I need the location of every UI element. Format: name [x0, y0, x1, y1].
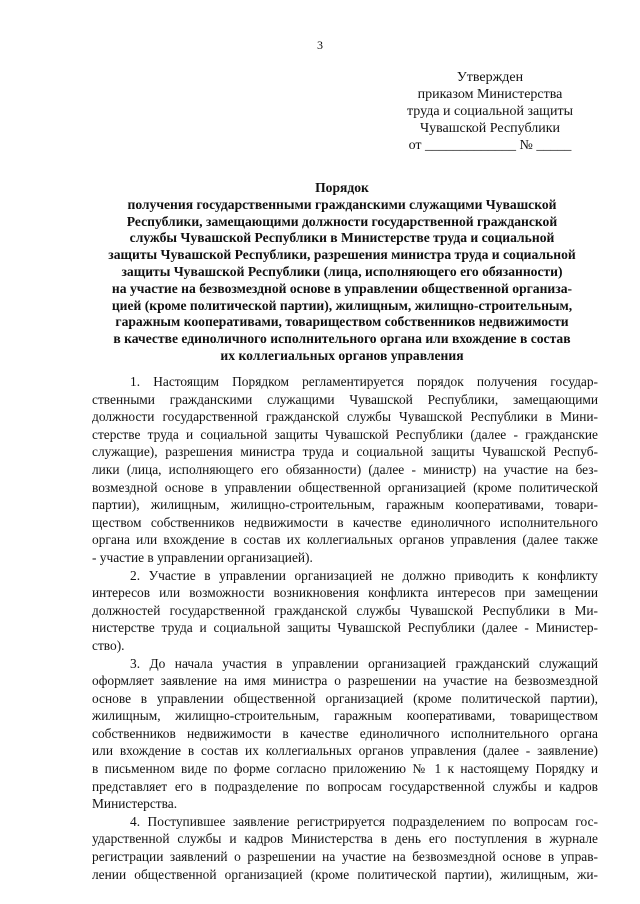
paragraph-line: собственников недвижимости в качестве единоличного исполнительного органа [92, 725, 598, 741]
approval-line: от _____________ № _____ [408, 138, 572, 153]
document-body [92, 373, 598, 883]
paragraph-4 [92, 813, 598, 883]
paragraph-line: ществом собственников недвижимости в качестве единоличного исполнительного [92, 514, 598, 530]
approval-line: Чувашской Республики [419, 121, 561, 136]
paragraph-line: лики (лица, исполняющего его обязанности) (далее - министр) на участие на без- [92, 461, 598, 477]
paragraph-line: регистрации заявлений о разрешении на участие на безвозмездной основе в управ- [92, 849, 598, 865]
paragraph-line: партии), жилищным, жилищно-строительным, гаражным кооперативами, товари- [92, 497, 598, 513]
paragraph-line: должности государственной гражданской службы Чувашской Республики в Мини- [92, 409, 598, 425]
title-line: на участие на безвозмездной основе в управлении общественной организа- [111, 280, 573, 296]
paragraph-line: 2. Участие в управлении организацией не должно приводить к конфликту [130, 567, 598, 583]
paragraph-line: служащие), разрешения министра труда и социальной защиты Чувашской Респуб- [92, 444, 598, 460]
paragraph-line: ство). [92, 637, 125, 653]
approval-stamp [380, 69, 600, 154]
paragraph-line: оформляет заявление на имя министра о разрешении на участие на безвозмездной [92, 673, 598, 689]
paragraph-line: лении общественной организацией (кроме политической партии), жилищным, жи- [92, 866, 598, 882]
paragraph-line: 4. Поступившее заявление регистрируется подразделением по вопросам гос- [130, 813, 598, 829]
document-title [92, 180, 592, 365]
title-line: цией (кроме политической партии), жилищным, жилищно-строительным, [111, 297, 573, 313]
paragraph-line: возмездной основе в управлении общественной организацией (кроме политической [92, 479, 598, 495]
title-line: защиты Чувашской Республики (лица, исполняющего его обязанности) [121, 263, 563, 279]
paragraph-line: нистерстве труда и социальной защиты Чувашской Республики (далее - Министер- [92, 620, 598, 636]
title-line: гаражным кооперативами, товариществом собственников недвижимости [115, 314, 569, 330]
paragraph-line: должностей государственной гражданской службы Чувашской Республики в Ми- [92, 602, 598, 618]
title-line: Республики, замещающими должности государственной гражданской [126, 213, 558, 229]
paragraph-line: ственными гражданскими служащими Чувашской Республики, замещающими [92, 391, 598, 407]
paragraph-line: Министерства. [92, 796, 178, 812]
paragraph-1 [92, 373, 598, 567]
paragraph-line: представляет его в подразделение по вопросам государственной службы и кадров [92, 778, 598, 794]
title-line: их коллегиальных органов управления [220, 347, 464, 363]
paragraph-line: 1. Настоящим Порядком регламентируется порядок получения государ- [130, 374, 598, 389]
approval-line: приказом Министерства [417, 87, 563, 102]
paragraph-line: органа или вхождение в состав их коллегиальных органов управления (далее также [92, 532, 598, 548]
title-line: службы Чувашской Республики в Министерстве труда и социальной [129, 230, 555, 246]
paragraph-line: ударственной службы и кадров Министерства в день его поступления в журнале [92, 831, 598, 847]
approval-line: труда и социальной защиты [407, 104, 573, 119]
paragraph-line: или вхождение в состав их коллегиальных органов управления (далее - заявление) [92, 743, 598, 759]
page-number: 3 [317, 38, 323, 52]
paragraph-line: - участие в управлении организацией). [92, 549, 313, 565]
paragraph-line: интересов или возможности возникновения конфликта интересов при замещении [92, 585, 598, 601]
title-line: защиты Чувашской Республики, разрешения министра труда и социальной [108, 247, 576, 263]
paragraph-line: в письменном виде по форме согласно приложению № 1 к настоящему Порядку и [92, 761, 598, 777]
paragraph-line: основе в управлении общественной организацией (кроме политической партии), [92, 690, 598, 706]
approval-line: Утвержден [456, 70, 524, 85]
paragraph-line: 3. До начала участия в управлении организацией гражданский служащий [130, 655, 598, 671]
paragraph-3 [92, 655, 598, 813]
title-line: получения государственными гражданскими служащими Чувашской [127, 196, 557, 212]
paragraph-line: стерстве труда и социальной защиты Чувашской Республики (далее - гражданские [92, 426, 598, 442]
paragraph-2 [92, 567, 598, 655]
title-line: в качестве единоличного исполнительного органа или вхождение в состав [113, 331, 571, 347]
paragraph-line: жилищным, жилищно-строительным, гаражным кооперативами, товариществом [92, 708, 598, 724]
title-line: Порядок [315, 180, 369, 195]
